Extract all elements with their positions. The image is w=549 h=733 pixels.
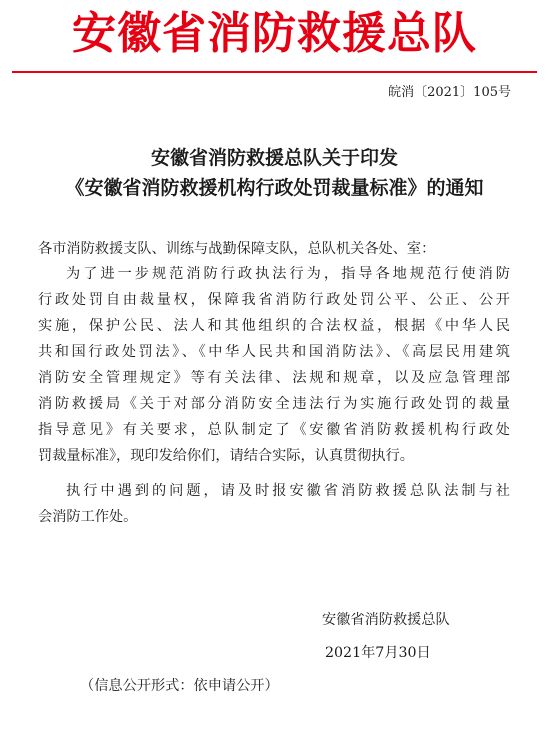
paragraph1-line: 罚裁量标准》，现印发给你们，请结合实际，认真贯彻执行。 [38, 448, 414, 464]
document-number: 皖消〔2021〕105号 [388, 85, 511, 100]
document-title-line-1: 安徽省消防救援总队关于印发 [150, 147, 398, 169]
paragraph2-line: 执行中遇到的问题，请及时报安徽省消防救援总队法制与社 [66, 483, 510, 499]
paragraph1-line: 共和国行政处罚法》、《中华人民共和国消防法》、《高层民用建筑 [38, 344, 510, 360]
signature-agency: 安徽省消防救援总队 [322, 612, 450, 628]
paragraph1-line: 实施，保护公民、法人和其他组织的合法权益，根据《中华人民 [38, 318, 510, 334]
paragraph1-line: 消防救援局《关于对部分消防安全违法行为实施行政处罚的裁量 [38, 396, 510, 412]
header-red-rule [12, 71, 537, 73]
agency-header-title: 安徽省消防救援总队 [72, 8, 477, 59]
disclosure-note: （信息公开形式：依申请公开） [80, 678, 279, 694]
paragraph1-line: 指导意见》有关要求，总队制定了《安徽省消防救援机构行政处 [38, 422, 510, 438]
salutation: 各市消防救援支队、训练与战勤保障支队，总队机关各处、室： [38, 241, 436, 257]
paragraph1-line: 消防安全管理规定》等有关法律、法规和规章，以及应急管理部 [38, 370, 510, 386]
paragraph2-line: 会消防工作处。 [38, 509, 138, 525]
paragraph1-line: 行政处罚自由裁量权，保障我省消防行政处罚公平、公正、公开 [38, 292, 510, 308]
paragraph1-line: 为了进一步规范消防行政执法行为，指导各地规范行使消防 [66, 266, 510, 282]
document-title-line-2: 《安徽省消防救援机构行政处罚裁量标准》的通知 [65, 177, 484, 199]
signature-date: 2021年7月30日 [325, 645, 431, 661]
